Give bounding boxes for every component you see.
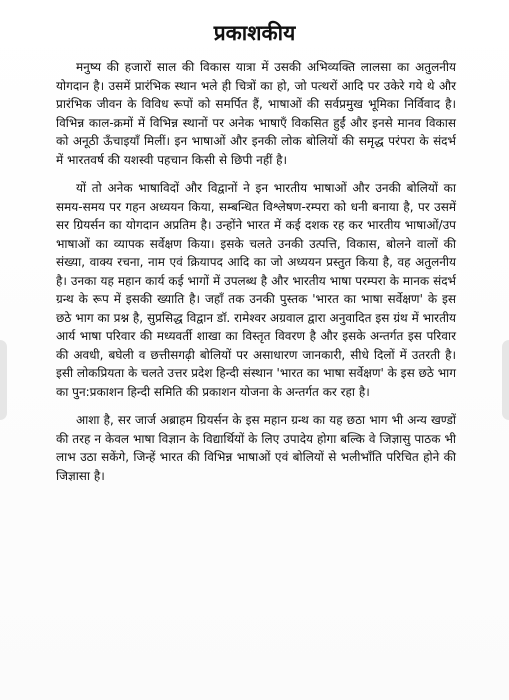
paragraph-1: मनुष्य की हजारों साल की विकास यात्रा में उसकी अभिव्यक्ति लालसा का अतुलनीय योगदान है। उसमें प्रारंभिक स्थान भले ही चित्रों का हो, जो पत्थरों आदि पर उकेरे गये थे और प्रारंभिक जीवन के विविध रूपों को समर्पित हैं, भाषाओं की सर्वप्रमुख भूमिका निर्विवाद है। विभिन्न काल-क्रमों में विभिन्न स्थानों पर अनेक भाषाएँ विकसित हुईं और इनसे मानव विकास को अनूठी ऊँचाइयाँ मिलीं। इन भाषाओं और इनकी लोक बोलियों की समृद्ध परंपरा के संदर्भ में भारतवर्ष की यशस्वी पहचान किसी से छिपी नहीं है।: [56, 60, 456, 167]
left-edge-shadow: [0, 340, 7, 420]
body-text: [56, 58, 456, 495]
page-title: प्रकाशकीय: [213, 21, 296, 45]
paragraph-2: यों तो अनेक भाषाविदों और विद्वानों ने इन भारतीय भाषाओं और उनकी बोलियों का समय-समय पर गहन अध्ययन किया, सम्बन्धित विश्लेषण-रम्परा को धनी बनाया है, पर उसमें सर ग्रियर्सन का योगदान अप्रतिम है। उन्होंने भारत में कई दशक रह कर भारतीय भाषाओं/उप भाषाओं का व्यापक सर्वेक्षण किया। इसके चलते उनकी उत्पत्ति, विकास, बोलने वालों की संख्या, वाक्य रचना, नाम एवं क्रियापद आदि का जो अध्ययन प्रस्तुत किया है, वह अतुलनीय है। उनका यह महान कार्य कई भागों में उपलब्ध है और भारतीय भाषा परम्परा के मानक संदर्भ ग्रन्थ के रूप में इसकी ख्याति है। जहाँ तक उनकी पुस्तक 'भारत का भाषा सर्वेक्षण' के इस छठे भाग का प्रश्न है, सुप्रसिद्ध विद्वान डॉ. रामेश्वर अग्रवाल द्वारा अनुवादित इस ग्रंथ में भारतीय आर्य भाषा परिवार की मध्यवर्ती शाखा का विस्तृत विवरण है और इसके अन्तर्गत इस परिवार की अवधी, बघेली व छत्तीसगढ़ी बोलियों पर असाधारण जानकारी, सीधे दिलों में उतरती है। इसी लोकप्रियता के चलते उत्तर प्रदेश हिन्दी संस्थान 'भारत का भाषा सर्वेक्षण' के इस छठे भाग का पुन:प्रकाशन हिन्दी समिति की प्रकाशन योजना के अन्तर्गत कर रहा है।: [56, 181, 456, 399]
paragraph-3: आशा है, सर जार्ज अब्राहम ग्रियर्सन के इस महान ग्रन्थ का यह छठा भाग भी अन्य खण्डों की तरह न केवल भाषा विज्ञान के विद्यार्थियों के लिए उपादेय होगा बल्कि वे जिज्ञासु पाठक भी लाभ उठा सकेंगे, जिन्हें भारत की विभिन्न भाषाओं एवं बोलियों से भलीभाँति परिचित होने की जिज्ञासा है।: [56, 413, 456, 483]
right-edge-shadow: [502, 340, 509, 420]
